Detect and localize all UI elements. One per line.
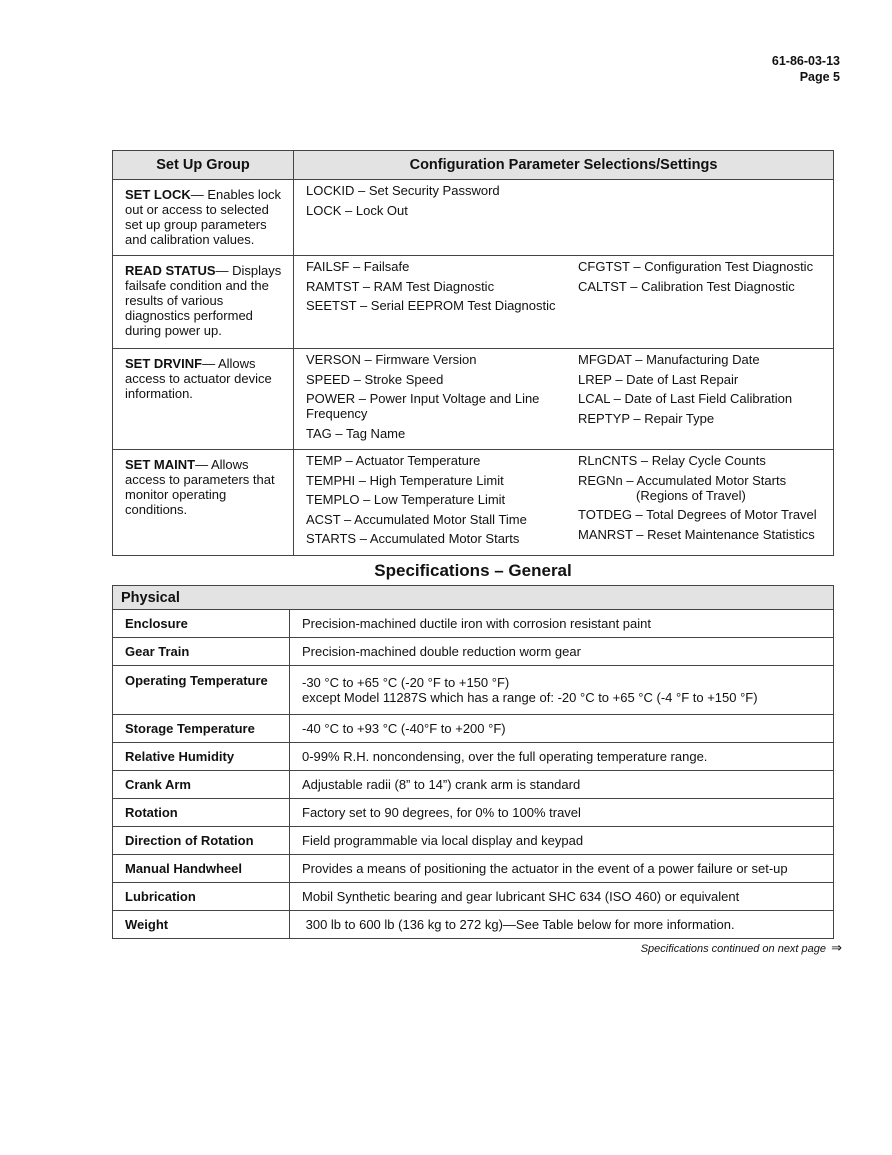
page-header [772, 53, 840, 85]
parameter-item: LCAL – Date of Last Field Calibration [578, 391, 793, 406]
spec-value: 0-99% R.H. noncondensing, over the full operating temperature range. [290, 743, 834, 771]
spec-label: Crank Arm [113, 771, 290, 799]
parameters-column-a [306, 183, 578, 222]
spec-value: Factory set to 90 degrees, for 0% to 100% travel [290, 799, 834, 827]
table-row [113, 256, 834, 349]
continued-note-text: Specifications continued on next page [640, 943, 827, 955]
spec-value: Precision-machined double reduction worm gear [290, 638, 834, 666]
parameter-item: FAILSF – Failsafe [306, 259, 410, 274]
group-name: READ STATUS [125, 263, 216, 278]
setup-group-cell [113, 256, 294, 349]
spec-value-line: except Model 11287S which has a range of: -20 °C to +65 °C (-4 °F to +150 °F) [302, 690, 758, 705]
parameters-cell [294, 180, 834, 256]
table-row [113, 450, 834, 556]
parameter-item: LOCK – Lock Out [306, 202, 408, 218]
group-name: SET MAINT [125, 457, 196, 472]
parameters-column-a [306, 453, 578, 551]
document-number: 61-86-03-13 [771, 54, 840, 68]
spec-value: -40 °C to +93 °C (-40°F to +200 °F) [290, 715, 834, 743]
table-row [113, 715, 834, 743]
parameter-item: STARTS – Accumulated Motor Starts [306, 531, 520, 546]
spec-value: Provides a means of positioning the actuator in the event of a power failure or set-up [290, 855, 834, 883]
group-description: — Enables lock out or access to selected set up group parameters and calibration values. [125, 187, 282, 247]
table-row [113, 638, 834, 666]
parameter-item: TEMP – Actuator Temperature [306, 453, 481, 468]
parameters-cell [294, 256, 834, 349]
spec-label: Weight [113, 911, 290, 939]
spec-label: Rotation [113, 799, 290, 827]
table-row [113, 855, 834, 883]
table-row [113, 180, 834, 256]
spec-value: Adjustable radii (8” to 14”) crank arm is standard [290, 771, 834, 799]
parameters-column-b [578, 352, 827, 445]
spec-label: Manual Handwheel [113, 855, 290, 883]
parameter-item: TAG – Tag Name [306, 425, 406, 441]
spec-value [290, 666, 834, 715]
table-row [113, 666, 834, 715]
parameters-column-a [306, 352, 578, 445]
table-row [113, 827, 834, 855]
parameter-item: RAMTST – RAM Test Diagnostic [306, 278, 495, 294]
setup-group-column-header: Set Up Group [113, 151, 294, 180]
parameter-item: MANRST – Reset Maintenance Statistics [578, 526, 815, 542]
parameter-item: CALTST – Calibration Test Diagnostic [578, 278, 795, 294]
section-header-row [113, 586, 834, 610]
spec-label: Enclosure [113, 610, 290, 638]
setup-group-table [112, 150, 834, 556]
spec-label: Lubrication [113, 883, 290, 911]
specifications-title: Specifications – General [374, 561, 572, 580]
table-row [113, 610, 834, 638]
setup-group-cell [113, 450, 294, 556]
spec-label: Direction of Rotation [113, 827, 290, 855]
table-row [113, 771, 834, 799]
spec-value: Field programmable via local display and keypad [290, 827, 834, 855]
setup-table-header-row [113, 151, 834, 180]
parameters-cell [294, 450, 834, 556]
parameter-item: TEMPLO – Low Temperature Limit [306, 492, 506, 507]
config-params-column-header: Configuration Parameter Selections/Settings [294, 151, 834, 180]
spec-label: Relative Humidity [113, 743, 290, 771]
table-row [113, 799, 834, 827]
table-row [113, 743, 834, 771]
spec-value: Mobil Synthetic bearing and gear lubricant SHC 634 (ISO 460) or equivalent [290, 883, 834, 911]
spec-value: 300 lb to 600 lb (136 kg to 272 kg)—See Table below for more information. [290, 911, 834, 939]
continued-note [641, 940, 842, 956]
parameters-column-b [578, 453, 827, 551]
spec-value-line: -30 °C to +65 °C (-20 °F to +150 °F) [302, 675, 510, 690]
parameter-item: RLnCNTS – Relay Cycle Counts [578, 453, 766, 468]
right-arrow-icon: ⇒ [831, 940, 842, 955]
spec-label: Storage Temperature [113, 715, 290, 743]
parameter-item-continuation: (Regions of Travel) [636, 487, 746, 503]
group-description: — Allows access to actuator device information. [125, 356, 272, 401]
parameters-cell [294, 349, 834, 450]
parameter-item: LREP – Date of Last Repair [578, 371, 739, 387]
parameter-item: REGNn – Accumulated Motor Starts [578, 472, 787, 488]
setup-group-cell [113, 349, 294, 450]
group-description: — Allows access to parameters that monitor operating conditions. [125, 457, 275, 517]
parameter-item: MFGDAT – Manufacturing Date [578, 352, 760, 367]
parameter-item: VERSON – Firmware Version [306, 352, 477, 367]
table-row [113, 883, 834, 911]
spec-label: Gear Train [113, 638, 290, 666]
parameter-item: TEMPHI – High Temperature Limit [306, 472, 504, 488]
table-row [113, 911, 834, 939]
parameter-item: CFGTST – Configuration Test Diagnostic [578, 259, 814, 274]
parameter-item: ACST – Accumulated Motor Stall Time [306, 511, 527, 527]
section-header-physical: Physical [113, 586, 834, 610]
parameter-item: TOTDEG – Total Degrees of Motor Travel [578, 507, 817, 522]
specifications-table [112, 585, 834, 939]
parameter-item: POWER – Power Input Voltage and Line Frequency [306, 391, 540, 421]
parameter-item: REPTYP – Repair Type [578, 410, 715, 426]
table-row [113, 349, 834, 450]
group-name: SET DRVINF [125, 356, 203, 371]
parameter-item: SPEED – Stroke Speed [306, 371, 444, 387]
parameters-column-b [578, 183, 827, 222]
parameters-column-b [578, 259, 827, 318]
parameters-column-a [306, 259, 578, 318]
parameter-item: SEETST – Serial EEPROM Test Diagnostic [306, 298, 556, 313]
page-number: Page 5 [799, 70, 840, 84]
setup-group-cell [113, 180, 294, 256]
group-name: SET LOCK [125, 187, 191, 202]
group-description: — Displays failsafe condition and the results of various diagnostics performed during power up. [125, 263, 282, 338]
spec-value: Precision-machined ductile iron with corrosion resistant paint [290, 610, 834, 638]
spec-label: Operating Temperature [113, 666, 290, 715]
parameter-item: LOCKID – Set Security Password [306, 183, 500, 198]
